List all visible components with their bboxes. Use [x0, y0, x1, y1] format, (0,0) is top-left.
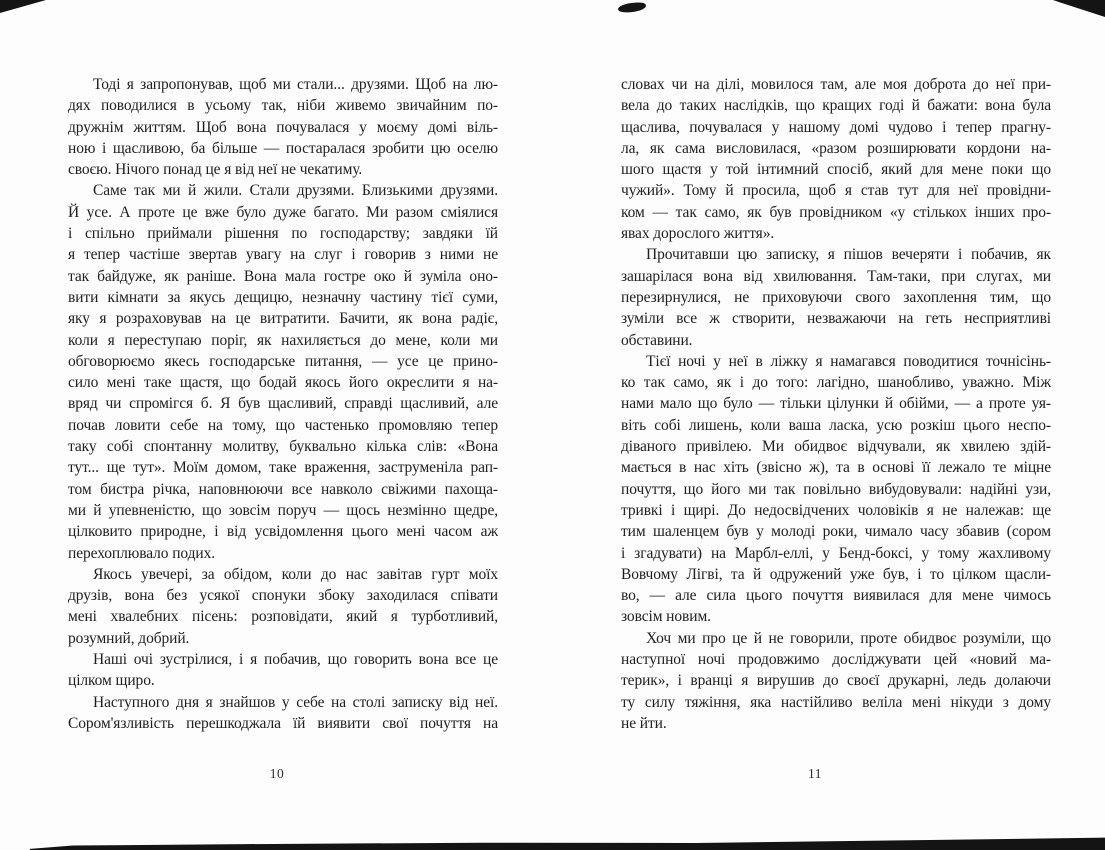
text-line: Й усе. А проте це вже було дуже багато. Ми разом сміялися: [68, 203, 498, 221]
paragraph: [68, 180, 498, 563]
text-line: ко так само, як і до того: лагідно, шанобливо, уважно. Між: [621, 374, 1051, 392]
page-right-text: [621, 74, 1051, 734]
text-line: тим шаленцем був у молоді роки, чимало часу збавив (сором: [621, 523, 1051, 541]
text-line: ла, як сама висловилася, «разом розширювати кордони на-: [621, 139, 1051, 157]
text-line: во, — але сила цього почуття виявилася для мене чимось: [621, 587, 1051, 605]
text-line: я тепер частіше звертав увагу на слуг і говорив з ними не: [68, 246, 498, 264]
text-line: Якось увечері, за обідом, коли до нас завітав гурт моїх: [93, 565, 498, 583]
text-line: Тієї ночі у неї в ліжку я намагався поводитися точнісінь-: [646, 352, 1051, 370]
paragraph: [621, 74, 1051, 244]
text-line: Саме так ми й жили. Стали друзями. Близькими друзями.: [93, 182, 498, 200]
text-line: Тоді я запропонував, щоб ми стали... друзями. Щоб на лю-: [93, 76, 498, 93]
text-line: щаслива, почувалася у нашому домі чудово і тепер прагну-: [621, 118, 1051, 136]
text-line: яку я розраховував на це витратити. Бачити, як вона радіє,: [68, 310, 498, 328]
text-line: Наші очі зустрілися, і я побачив, що говорить вона все це: [93, 651, 498, 669]
text-line: перехоплювало подих.: [68, 544, 216, 562]
paragraph: [68, 74, 498, 180]
text-line: чужий». Тому й просила, щоб я став тут для неї провідни-: [621, 182, 1051, 200]
paragraph: [68, 692, 498, 735]
paragraph: [68, 564, 498, 649]
text-line: і згадувати) на Марбл-еллі, у Бенд-боксі, у тому жахливому: [621, 544, 1051, 562]
text-line: віть собі лишень, коли ваша ласка, усю розкіш цього неспо-: [621, 416, 1051, 434]
text-line: шого щастя у той інтимний спосіб, який для мене поки що: [621, 161, 1051, 179]
text-line: сило мені таке щастя, що бодай якось його окреслити я на-: [68, 374, 498, 392]
text-line: обставини.: [621, 331, 693, 349]
text-line: Наступного дня я знайшов у себе на столі записку від неї.: [93, 693, 498, 711]
scan-edge-top-left: [0, 0, 46, 13]
paragraph: [621, 244, 1051, 350]
text-line: мені хвалебних пісень: розповідати, який я турботливий,: [68, 608, 498, 626]
text-line: почуття, що його ми так повільно вибудовували: надійні узи,: [621, 480, 1051, 498]
text-line: словах чи на ділі, мовилося там, але моя доброта до неї при-: [621, 76, 1051, 93]
text-line: Прочитавши цю записку, я пішов вечеряти і побачив, як: [646, 246, 1051, 264]
page-number-right: 11: [808, 766, 822, 781]
text-line: мається в нас хіть (звісно ж), та в основі її лежало те міцне: [621, 459, 1051, 477]
text-line: наступної ночі продовжимо досліджувати цей «новий ма-: [621, 651, 1051, 669]
text-line: Хоч ми про це й не говорили, проте обидвоє розуміли, що: [646, 629, 1051, 647]
text-line: вела до таких наслідків, що кращих годі й бажати: вона була: [621, 97, 1051, 115]
text-line: почав ловити себе на тому, що частенько промовляю тепер: [68, 416, 498, 434]
text-line: том бистра річка, наповнюючи все навколо свіжими пахоща-: [68, 480, 498, 498]
text-line: зовсім новим.: [621, 608, 711, 626]
text-line: цілком щиро.: [68, 672, 155, 690]
text-line: явах дорослого життя».: [621, 225, 775, 243]
text-line: ною і щасливою, ба більше — постаралася зробити цю оселю: [68, 139, 498, 157]
text-line: коли я переступаю поріг, як нахиляється до мене, коли ми: [68, 331, 498, 349]
text-line: Вовчому Лігві, та й одружений уже був, і то цілком щасли-: [621, 565, 1051, 583]
text-line: розумний, добрий.: [68, 629, 190, 647]
text-line: цілковито природне, і від усвідомлення цього мені часом аж: [68, 523, 498, 541]
text-line: нами мало що було — тільки цілунки й обійми, — а проте уя-: [621, 395, 1051, 413]
text-line: вити кімнати за якусь дещицю, незначну частину тієї суми,: [68, 288, 498, 306]
text-line: так байдуже, як раніше. Вона мала гостре око й зуміла оно-: [68, 267, 498, 285]
text-line: ком — так само, як був провідником «у стількох інших про-: [621, 203, 1051, 221]
paragraph: [68, 649, 498, 692]
page-left-text: [68, 74, 498, 734]
text-line: тривкі і щирі. До недосвідчених чоловіків я не належав: ще: [621, 501, 1051, 519]
text-line: зашарілася вона від хвилювання. Там-таки, при слугах, ми: [621, 267, 1051, 285]
text-line: тут... ще тут». Моїм домом, таке враження, заструменіла рап-: [68, 459, 498, 477]
text-line: Сором'язливість перешкоджала їй виявити свої почуття на: [68, 714, 498, 732]
text-line: ту силу тяжіння, яка настійливо веліла мені нікуди з дому: [621, 693, 1051, 711]
text-line: перезирнулися, не приховуючи свого захоплення тим, що: [621, 288, 1051, 306]
text-line: дях поводилися в усьому так, ніби живемо звичайним по-: [68, 97, 498, 115]
text-line: не йти.: [621, 714, 667, 732]
scan-speck-top-center: [618, 1, 647, 13]
text-line: обговорюємо якесь господарське питання, — усе це прино-: [68, 352, 498, 370]
scan-edge-top-right: [1053, 0, 1105, 17]
text-line: своєю. Нічого понад це я від неї не чекатиму.: [68, 161, 363, 179]
text-line: таку собі спонтанну молитву, буквально кілька слів: «Вона: [68, 438, 498, 456]
page-number-left: 10: [269, 766, 285, 781]
scan-edge-bottom-band: [30, 836, 1105, 850]
text-line: зуміли все ж створити, незважаючи на геть несприятливі: [621, 310, 1051, 328]
text-line: ми й упевненістю, що зовсім поруч — щось незмінно щедре,: [68, 501, 498, 519]
text-line: терик», і вранці я вирушив до своєї друкарні, ледь долаючи: [621, 672, 1051, 690]
text-line: дружнім життям. Щоб вона почувалася у моєму домі віль-: [68, 118, 498, 136]
text-line: друзів, вона без усякої спонуки збоку заходилася співати: [68, 587, 498, 605]
text-line: діваного привілею. Ми обидвоє відчували, як хвилею здій-: [621, 438, 1051, 456]
text-line: вряд чи спромігся б. Я був щасливий, справді щасливий, але: [68, 395, 498, 413]
paragraph: [621, 628, 1051, 734]
text-line: і спільно приймали рішення по господарству; завдяки їй: [68, 225, 498, 243]
paragraph: [621, 351, 1051, 628]
